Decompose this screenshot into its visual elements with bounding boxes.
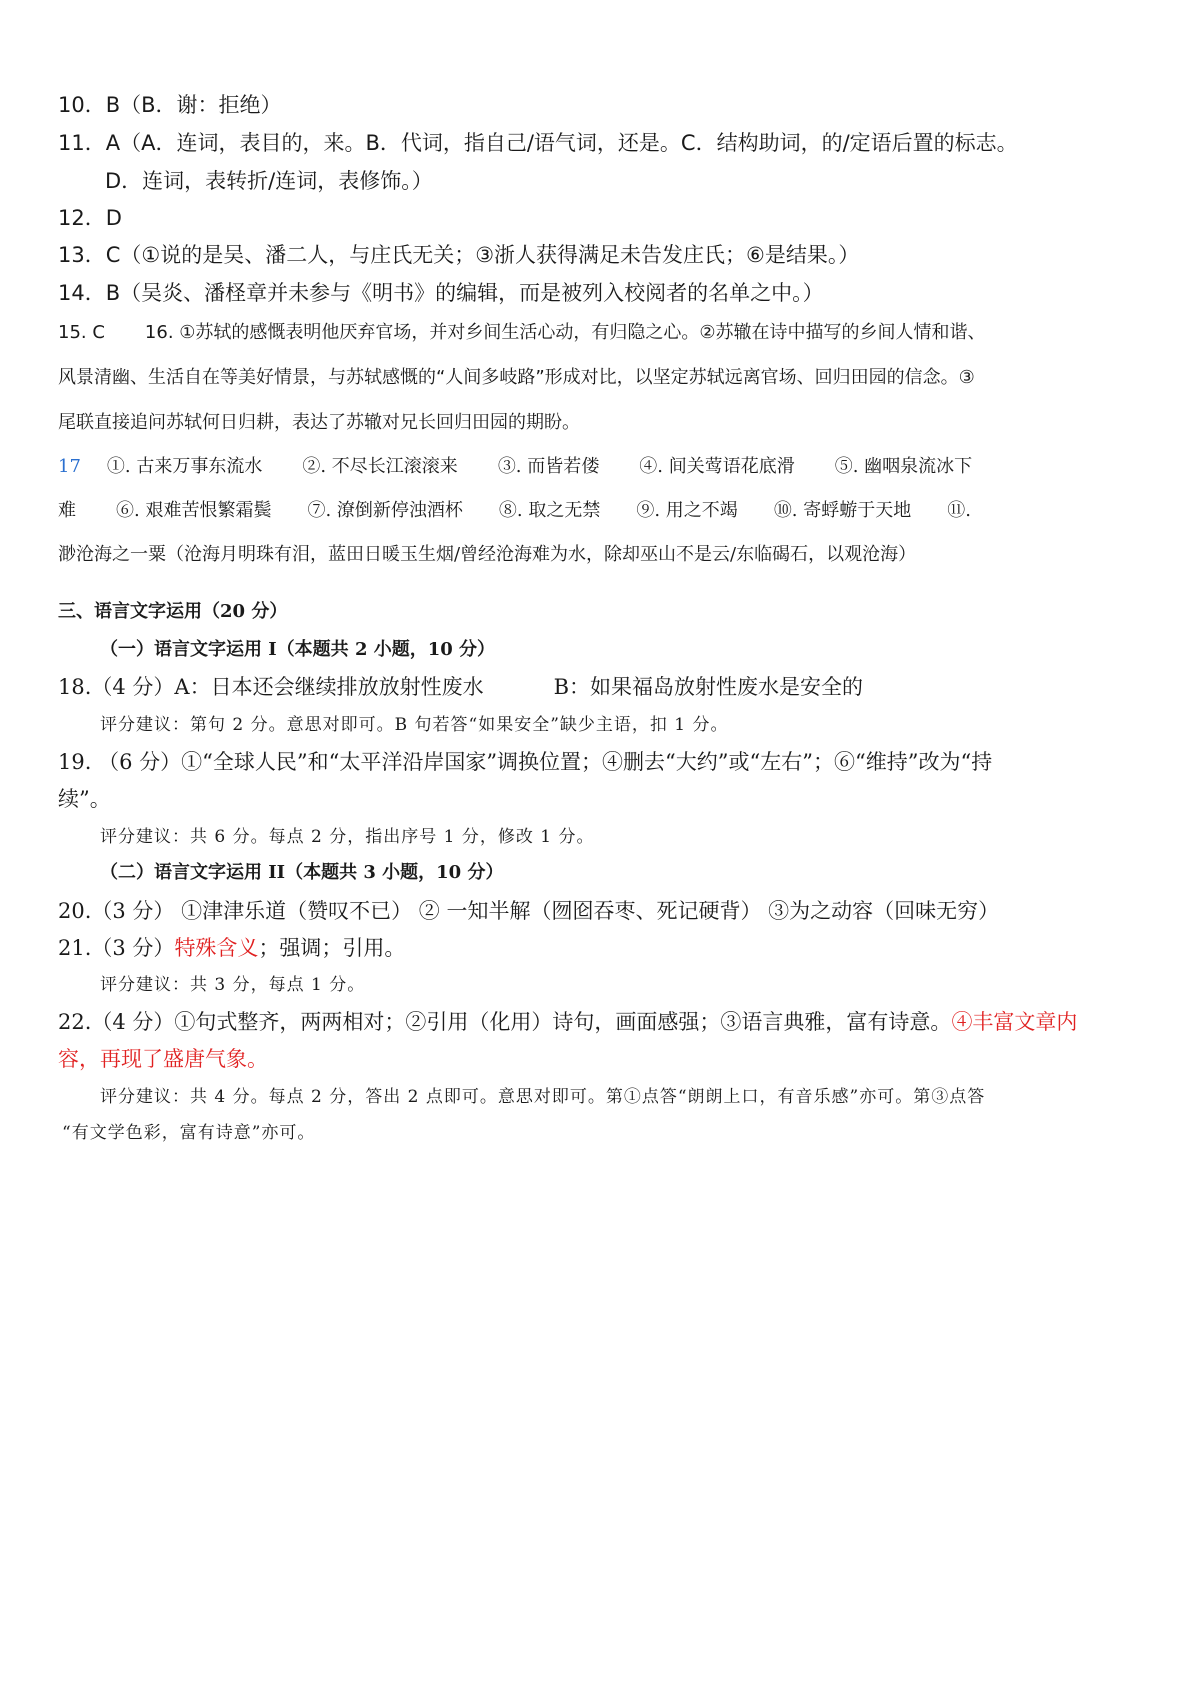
answer-q12: 12．D: [58, 206, 122, 230]
q21-scoring-note: 评分建议：共 3 分，每点 1 分。: [100, 975, 366, 995]
answer-q22-main: 22.（4 分）①句式整齐，两两相对；②引用（化用）诗句，画面感强；③语言典雅，富有诗意。: [58, 1010, 952, 1034]
answer-q21-highlight: 特殊含义: [174, 936, 259, 960]
answer-q21-prefix: 21.（3 分）: [58, 936, 175, 960]
q17-item-2: ②. 不尽长江滚滚来: [302, 456, 458, 477]
answer-q10: 10．B（B．谢：拒绝）: [58, 93, 282, 117]
q22-scoring-note-line2: “有文学色彩，富有诗意”亦可。: [62, 1123, 316, 1143]
q17-item-6: ⑥. 艰难苦恨繁霜鬓: [116, 500, 272, 521]
q17-item-4: ④. 间关莺语花底滑: [639, 456, 795, 477]
q17-item-5: ⑤. 幽咽泉流冰下: [834, 456, 973, 477]
answer-q11-line1: 11．A（A．连词，表目的，来。B．代词，指自己/语气词，还是。C．结构助词，的/定语后置的标志。: [58, 131, 1018, 155]
answer-q11-line2: D．连词，表转折/连词，表修饰。）: [105, 169, 433, 193]
q17-item-10: ⑩. 寄蜉蝣于天地: [773, 500, 912, 521]
answer-q16-line2: 风景清幽、生活自在等美好情景，与苏轼感慨的“人间多岐路”形成对比，以坚定苏轼远离官场、回归田园的信念。③: [58, 367, 975, 388]
answer-q17-line2: [58, 496, 971, 526]
answer-q16-part1: 16. ①苏轼的感慨表明他厌弃官场，并对乡间生活心动，有归隐之心。②苏辙在诗中描写的乡间人情和谐、: [144, 322, 986, 343]
q17-item-5-end: 难: [58, 500, 76, 521]
answer-q14: 14．B（吴炎、潘柽章并未参与《明书》的编辑，而是被列入校阅者的名单之中。）: [58, 281, 824, 305]
q18-scoring-note: 评分建议：第句 2 分。意思对即可。B 句若答“如果安全”缺少主语，扣 1 分。: [100, 715, 729, 735]
answer-q21-rest: ；强调；引用。: [258, 936, 406, 960]
answer-q19-line2: 续”。: [58, 787, 111, 811]
answer-q21: [58, 933, 405, 963]
subsection-1-heading: （一）语言文字运用 I（本题共 2 小题，10 分）: [100, 639, 496, 660]
answer-q18: [58, 672, 863, 702]
answer-q18-b: B：如果福岛放射性废水是安全的: [553, 675, 864, 699]
answer-q18-a: 18.（4 分）A：日本还会继续排放放射性废水: [58, 675, 484, 699]
q17-item-8: ⑧. 取之无禁: [498, 500, 601, 521]
q22-scoring-note-line1: 评分建议：共 4 分。每点 2 分，答出 2 点即可。意思对即可。第①点答“朗朗上口，有音乐感”亦可。第③点答: [100, 1087, 986, 1107]
answer-q15-q16-line1: [58, 318, 986, 348]
section-3-heading: 三、语言文字运用（20 分）: [58, 601, 288, 622]
answer-q19-line1: 19. （6 分）①“全球人民”和“太平洋沿岸国家”调换位置；④删去“大约”或“左右”；⑥“维持”改为“持: [58, 750, 993, 774]
q17-item-9: ⑨. 用之不竭: [636, 500, 738, 521]
answer-q22-line2: 容，再现了盛唐气象。: [58, 1047, 268, 1071]
q19-scoring-note: 评分建议：共 6 分。每点 2 分，指出序号 1 分，修改 1 分。: [100, 827, 595, 847]
subsection-2-heading: （二）语言文字运用 II（本题共 3 小题，10 分）: [100, 862, 504, 883]
q17-item-1: ①. 古来万事东流水: [106, 456, 263, 477]
answer-q22-line1: [58, 1007, 1077, 1037]
answer-q17-line1: [58, 452, 972, 482]
q17-item-11: ⑪.: [947, 500, 971, 521]
answer-q13: 13．C（①说的是吴、潘二人，与庄氏无关；③浙人获得满足未告发庄氏；⑥是结果。）: [58, 243, 860, 267]
q17-item-3: ③. 而皆若偻: [497, 456, 600, 477]
answer-q17-number: 17: [58, 456, 81, 477]
answer-q20: 20.（3 分） ①津津乐道（赞叹不已） ② 一知半解（囫囵吞枣、死记硬背） ③为之动容（回味无穷）: [58, 899, 1000, 923]
answer-q17-line3: 渺沧海之一粟（沧海月明珠有泪，蓝田日暖玉生烟/曾经沧海难为水，除却巫山不是云/东临碣石，以观沧海）: [58, 544, 917, 565]
answer-q15: 15. C: [58, 322, 105, 343]
answer-q16-line3: 尾联直接追问苏轼何日归耕，表达了苏辙对兄长回归田园的期盼。: [58, 412, 580, 433]
answer-q22-highlight-start: ④丰富文章内: [951, 1010, 1078, 1034]
q17-item-7: ⑦. 潦倒新停浊酒杯: [307, 500, 463, 521]
